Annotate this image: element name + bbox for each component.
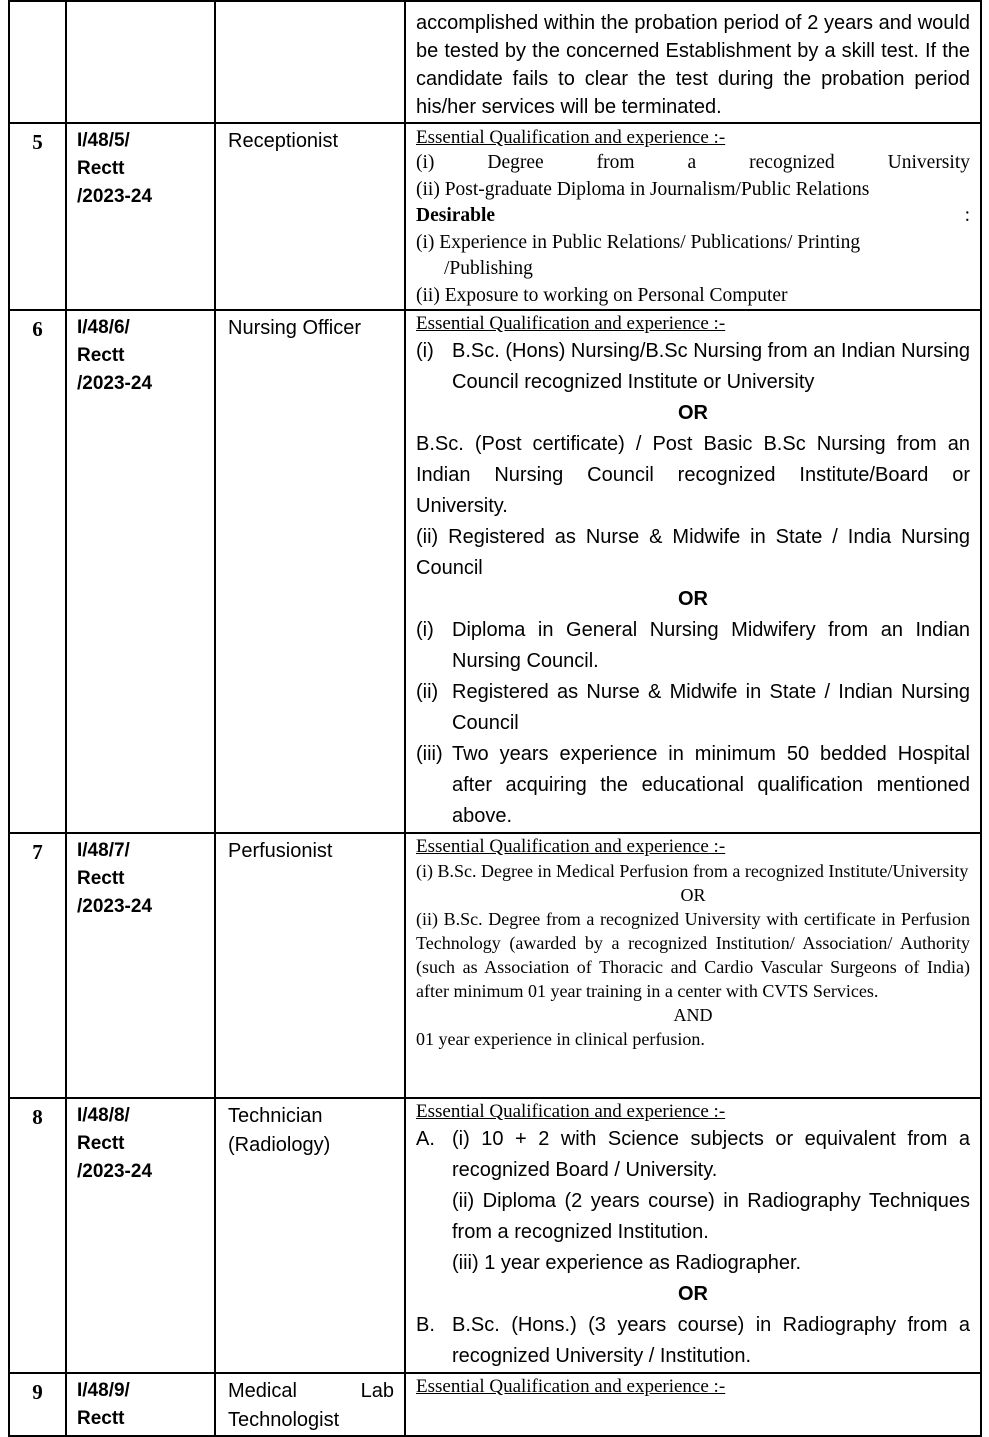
qualification-item: [416, 739, 970, 832]
essential-item: (i) Degree from a recognized University: [416, 152, 970, 173]
post-name: [215, 1373, 405, 1436]
table-row-7: [9, 833, 981, 1098]
qualification-item: (ii) Registered as Nurse & Midwife in State / India Nursing Council: [416, 526, 970, 579]
item-number: (iii): [416, 743, 443, 765]
qualification-cell: [405, 1098, 981, 1373]
post-name-line: Technician: [228, 1105, 323, 1127]
table-row-9: [9, 1373, 981, 1436]
post-name: Receptionist: [215, 123, 405, 310]
desirable-item: (i) Experience in Public Relations/ Publications/ Printing: [416, 231, 861, 253]
qualification-item: [416, 1310, 970, 1372]
qualification-item: 01 year experience in clinical perfusion.: [416, 1029, 705, 1049]
post-code: [66, 123, 215, 310]
desirable-colon: :: [964, 205, 970, 226]
item-text: B.Sc. (Hons.) (3 years course) in Radiography from a recognized University / Institution.: [452, 1314, 970, 1367]
qualification-header: Essential Qualification and experience :-: [416, 1101, 726, 1122]
post-code: [66, 1373, 215, 1436]
qualification-item: [416, 615, 970, 677]
recruitment-table: [8, 0, 982, 1437]
item-letter: A.: [416, 1128, 435, 1150]
qualification-header: Essential Qualification and experience :-: [416, 127, 726, 148]
item-text: Diploma in General Nursing Midwifery from an Indian Nursing Council.: [452, 619, 970, 672]
qualification-item: (ii) B.Sc. Degree from a recognized University with certificate in Perfusion Technology (awarded by a recognized Institution/ Association/ Authority (such as Association of Thoracic and Cardio Vascular Surgeons of India) after minimum 01 year training in a center with CVTS Services.: [416, 909, 970, 1001]
desirable-item-continued: /Publishing: [444, 258, 533, 279]
post-code-line: /2023-24: [77, 186, 153, 207]
post-name: [215, 1098, 405, 1373]
qualification-cell: [405, 833, 981, 1098]
post-name-line: Medical Lab: [228, 1380, 394, 1402]
serial-number: 9: [9, 1373, 66, 1436]
post-code-line: I/48/5/: [77, 130, 130, 151]
code-cell: [66, 1, 215, 123]
serial-number: 6: [9, 310, 66, 833]
post-code-line: Rectt: [77, 345, 125, 366]
post-code-line: I/48/7/: [77, 840, 130, 861]
qualification-header: Essential Qualification and experience :-: [416, 313, 726, 334]
item-text: B.Sc. (Hons) Nursing/B.Sc Nursing from an Indian Nursing Council recognized Institute or University: [452, 340, 970, 393]
post-code: [66, 1098, 215, 1373]
post-code: [66, 310, 215, 833]
item-number: (i): [416, 619, 434, 641]
desirable-item: (ii) Exposure to working on Personal Computer: [416, 284, 788, 306]
qualification-cell: [405, 1373, 981, 1436]
qualification-item: [416, 1124, 970, 1279]
item-text: [452, 1124, 970, 1279]
post-code-line: Rectt: [77, 158, 125, 179]
serial-number: 8: [9, 1098, 66, 1373]
post-code: [66, 833, 215, 1098]
qualification-header: Essential Qualification and experience :-: [416, 836, 726, 857]
sub-item: (ii) Diploma (2 years course) in Radiography Techniques from a recognized Institution.: [452, 1190, 970, 1243]
post-code-line: /2023-24: [77, 896, 153, 917]
and-separator: AND: [673, 1005, 713, 1025]
qualification-cell: [405, 310, 981, 833]
post-cell: [215, 1, 405, 123]
or-separator: OR: [678, 588, 708, 610]
post-code-line: I/48/9/: [77, 1380, 130, 1401]
sub-item: (iii) 1 year experience as Radiographer.: [452, 1252, 802, 1274]
sub-item: (i) 10 + 2 with Science subjects or equivalent from a recognized Board / University.: [452, 1128, 970, 1181]
post-code-line: /2023-24: [77, 1161, 153, 1182]
qualification-item: [416, 677, 970, 739]
sno-cell: [9, 1, 66, 123]
or-separator: OR: [678, 402, 708, 424]
serial-number: 5: [9, 123, 66, 310]
continued-qualification-text: accomplished within the probation period of 2 years and would be tested by the concerned Establishment by a skill test. If the candidate fails to clear the test during the probation period his/her services will be terminated.: [405, 1, 981, 123]
qualification-header: Essential Qualification and experience :-: [416, 1376, 726, 1397]
post-name: Perfusionist: [215, 833, 405, 1098]
table-row-8: [9, 1098, 981, 1373]
post-name: Nursing Officer: [215, 310, 405, 833]
qualification-item: B.Sc. (Post certificate) / Post Basic B.Sc Nursing from an Indian Nursing Council recognized Institute/Board or University.: [416, 433, 970, 517]
post-code-line: Rectt: [77, 1133, 125, 1154]
post-name-line: Technologist: [228, 1409, 340, 1431]
item-letter: B.: [416, 1314, 435, 1336]
essential-item: (ii) Post-graduate Diploma in Journalism/Public Relations: [416, 178, 870, 200]
table-row-6: [9, 310, 981, 833]
item-text: Registered as Nurse & Midwife in State / Indian Nursing Council: [452, 681, 970, 734]
post-code-line: Rectt: [77, 1408, 125, 1429]
post-code-line: Rectt: [77, 868, 125, 889]
or-separator: OR: [680, 885, 706, 905]
qualification-cell: [405, 123, 981, 310]
desirable-heading: [416, 203, 970, 230]
item-text: Two years experience in minimum 50 bedded Hospital after acquiring the educational qualification mentioned above.: [452, 743, 970, 827]
or-separator: OR: [678, 1283, 708, 1305]
item-number: (i): [416, 340, 434, 362]
desirable-label: Desirable: [416, 205, 496, 226]
post-name-line: (Radiology): [228, 1134, 331, 1156]
table-row-5: [9, 123, 981, 310]
qualification-item: [416, 336, 970, 398]
post-code-line: I/48/8/: [77, 1105, 130, 1126]
post-code-line: /2023-24: [77, 373, 153, 394]
serial-number: 7: [9, 833, 66, 1098]
item-number: (ii): [416, 681, 439, 703]
qualification-item: (i) B.Sc. Degree in Medical Perfusion from a recognized Institute/University: [416, 861, 969, 881]
table-row-continued: [9, 1, 981, 123]
post-code-line: I/48/6/: [77, 317, 130, 338]
